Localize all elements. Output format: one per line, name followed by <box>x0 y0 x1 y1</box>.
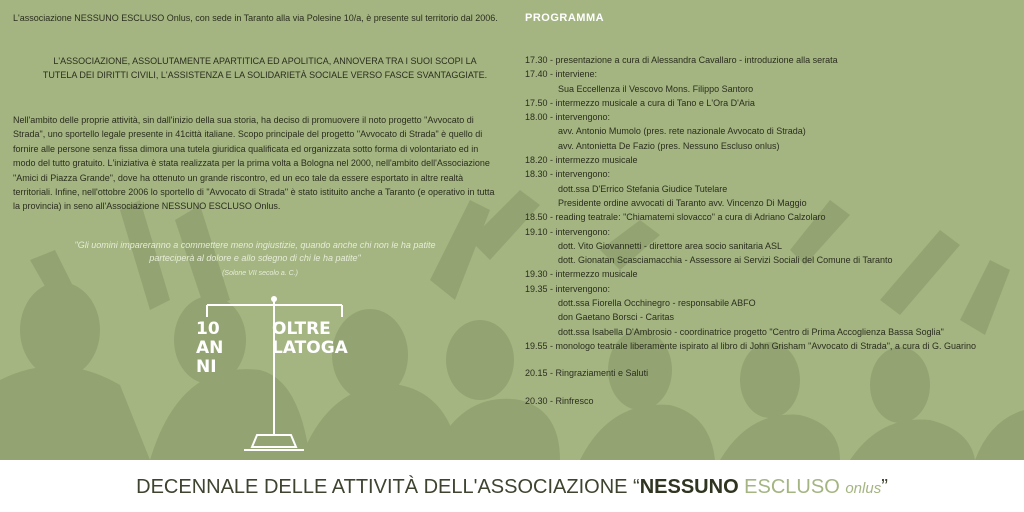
programma-title: PROGRAMMA <box>525 12 605 24</box>
programma-item: 20.30 - Rinfresco <box>525 395 594 406</box>
programma-list <box>525 53 1015 408</box>
programma-item: 19.55 - monologo teatrale liberamente ispirato al libro di John Grisham "Avvocato di Strada", a cura di G. Guarino <box>525 340 976 351</box>
footer-suffix: ” <box>881 476 888 498</box>
project-description: Nell'ambito delle proprie attività, sin dall'inizio della sua storia, ha deciso di promuovere il noto progetto "Avvocato di Strada", uno sportello legale presente in 41città italiane. Scopo principale del progetto "Avvocato di Strada" è quello di fornire alle persone senza fissa dimora una tutela giuridica qualificata ed organizzata sotto forma di volontariato ed in modo del tutto gratuito. L'iniziativa è stata realizzata per la prima volta a Bologna nel 2000, nell'ambito dell'Associazione "Amici di Piazza Grande", dove ha ottenuto un grande riscontro, ed un eco tale da essere esportato in altre realtà territoriali. Infine, nell'ottobre 2006 lo sportello di "Avvocato di Strada" è stato istituito anche a Taranto (e operativo in tutta la provincia) in seno all'Associazione NESSUNO ESCLUSO Onlus. <box>13 115 495 212</box>
programma-item: don Gaetano Borsci - Caritas <box>558 312 675 323</box>
quote-text: "Gli uomini impareranno a commettere meno ingiustizie, quando anche chi non le ha patite parteciperà al dolore e allo sdegno di chi le ha patite" <box>74 240 436 263</box>
programma-item: 19.30 - intermezzo musicale <box>525 269 638 280</box>
logo-number: 10 <box>196 319 220 339</box>
programma-item: 19.10 - intervengono: <box>525 226 611 237</box>
intro-text: L'associazione NESSUNO ESCLUSO Onlus, con sede in Taranto alla via Polesine 10/a, è presente sul territorio dal 2006. <box>13 13 498 23</box>
programma-item: avv. Antonietta De Fazio (pres. Nessuno Escluso onlus) <box>558 140 780 151</box>
footer-prefix: DECENNALE DELLE ATTIVITÀ DELL'ASSOCIAZIONE “ <box>136 476 640 498</box>
footer-escluso: ESCLUSO <box>738 476 846 498</box>
programma-item: 18.30 - intervengono: <box>525 169 611 180</box>
logo-an: AN <box>196 338 224 358</box>
quote-author: (Solone VII secolo a. C.) <box>222 270 298 277</box>
programma-item: 17.30 - presentazione a cura di Alessandra Cavallaro - introduzione alla serata <box>525 55 838 65</box>
oltre-la-toga-logo <box>192 295 362 455</box>
programma-item: dott.ssa D'Errico Stefania Giudice Tutelare <box>558 183 728 194</box>
mission-statement: L'ASSOCIAZIONE, ASSOLUTAMENTE APARTITICA ED APOLITICA, ANNOVERA TRA I SUOI SCOPI LA TUTELA DEI DIRITTI CIVILI, L'ASSISTENZA E LA SOLIDARIETÀ SOCIALE VERSO FASCE SVANTAGGIATE. <box>42 56 488 80</box>
footer-title <box>0 476 1024 499</box>
programma-item: 17.50 - intermezzo musicale a cura di Tano e L'Ora D'Aria <box>525 97 755 108</box>
footer-onlus: onlus <box>845 480 882 497</box>
programma-item: dott. Vito Giovannetti - direttore area socio sanitaria ASL <box>558 240 782 251</box>
programma-item: dott.ssa Fiorella Occhinegro - responsabile ABFO <box>558 298 756 309</box>
programma-item: 19.35 - intervengono: <box>525 283 611 294</box>
programma-item: Presidente ordine avvocati di Taranto avv. Vincenzo Di Maggio <box>558 197 807 208</box>
programma-item: Sua Eccellenza il Vescovo Mons. Filippo Santoro <box>558 83 754 94</box>
programma-item: dott. Gionatan Scasciamacchia - Assessore ai Servizi Sociali del Comune di Taranto <box>558 255 893 266</box>
programma-item: 18.20 - intermezzo musicale <box>525 155 638 166</box>
programma-item: 20.15 - Ringraziamenti e Saluti <box>525 368 649 379</box>
logo-line1: OLTRE <box>272 319 331 339</box>
programma-item: 17.40 - interviene: <box>525 69 598 80</box>
programma-item: 18.00 - intervengono: <box>525 112 611 123</box>
logo-line2: LATOGA <box>272 338 348 358</box>
programma-item: dott.ssa Isabella D'Ambrosio - coordinatrice progetto "Centro di Prima Accoglienza Bassa Soglia" <box>558 326 944 337</box>
programma-item: 18.50 - reading teatrale: "Chiamatemi slovacco" a cura di Adriano Calzolaro <box>525 212 826 223</box>
logo-ni: NI <box>196 357 217 377</box>
footer-banner <box>0 460 1024 512</box>
programma-item: avv. Antonio Mumolo (pres. rete nazionale Avvocato di Strada) <box>558 126 806 137</box>
footer-nessuno: NESSUNO <box>639 476 739 498</box>
